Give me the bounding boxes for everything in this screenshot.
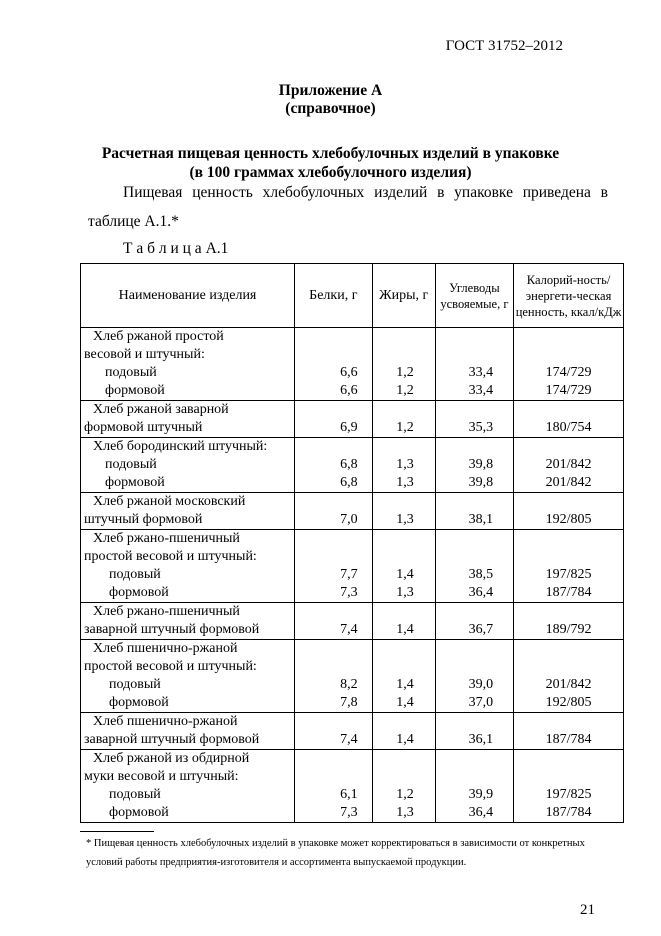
table-label: Т а б л и ц а А.1 <box>123 240 229 257</box>
table-row <box>81 401 624 438</box>
value: 174/729 <box>545 383 592 398</box>
value: 1,3 <box>396 457 414 472</box>
protein-cell <box>295 530 373 603</box>
energy-cell <box>514 401 624 438</box>
value: 38,1 <box>468 512 494 527</box>
value <box>436 401 513 419</box>
value <box>295 768 372 786</box>
page-number: 21 <box>580 902 595 918</box>
value <box>295 328 372 346</box>
value: 1,3 <box>396 512 414 527</box>
fat-cell <box>372 713 435 750</box>
table-row <box>81 603 624 640</box>
protein-cell <box>295 750 373 823</box>
value: 7,4 <box>340 732 358 747</box>
value <box>514 401 623 419</box>
value: 189/792 <box>545 622 592 637</box>
value <box>295 493 372 511</box>
value <box>436 750 513 768</box>
value <box>514 438 623 456</box>
value <box>373 713 435 731</box>
value: 7,7 <box>340 567 358 582</box>
value: 201/842 <box>545 457 592 472</box>
value: 7,4 <box>340 622 358 637</box>
value: 192/805 <box>545 512 592 527</box>
value: 7,8 <box>340 695 358 710</box>
product-name-line: формовой <box>109 585 169 600</box>
value <box>436 493 513 511</box>
product-name-line: формовой <box>105 475 165 490</box>
value <box>514 750 623 768</box>
header-fat: Жиры, г <box>372 264 435 328</box>
fat-cell <box>372 438 435 493</box>
product-name-line: Хлеб пшенично-ржаной <box>93 641 238 656</box>
value: 1,4 <box>396 695 414 710</box>
value <box>436 713 513 731</box>
value: 1,2 <box>396 383 414 398</box>
value: 1,4 <box>396 677 414 692</box>
value <box>436 548 513 566</box>
footnote-divider <box>80 831 154 832</box>
product-name-line: Хлеб ржаной заварной <box>93 402 229 417</box>
section-title: Расчетная пищевая ценность хлебобулочных изделий в упаковке <box>101 145 560 162</box>
carbs-cell <box>435 750 513 823</box>
value: 6,6 <box>340 365 358 380</box>
value <box>295 713 372 731</box>
product-name-line: Хлеб бородинский штучный: <box>93 439 268 454</box>
value <box>373 493 435 511</box>
section-subtitle: (в 100 граммах хлебобулочного изделия) <box>189 164 472 181</box>
protein-cell <box>295 401 373 438</box>
energy-cell <box>514 603 624 640</box>
carbs-cell <box>435 438 513 493</box>
fat-cell <box>372 603 435 640</box>
value: 7,0 <box>340 512 358 527</box>
value: 33,4 <box>468 383 494 398</box>
energy-cell <box>514 328 624 401</box>
standard-code: ГОСТ 31752–2012 <box>445 38 563 54</box>
carbs-cell <box>435 493 513 530</box>
product-name-line: Хлеб ржано-пшеничный <box>93 531 240 546</box>
value <box>514 713 623 731</box>
footnote-line1: * Пищевая ценность хлебобулочных изделий в упаковке может корректироваться в зависимости от конкретных <box>86 838 585 849</box>
product-name-line: Хлеб ржано-пшеничный <box>93 604 240 619</box>
footnote-line2: условий работы предприятия-изготовителя и ассортимента выпускаемой продукции. <box>86 857 467 868</box>
header-name: Наименование изделия <box>81 264 295 328</box>
table-row <box>81 640 624 713</box>
energy-cell <box>514 750 624 823</box>
product-name-cell <box>81 750 295 823</box>
product-name-line: штучный формовой <box>84 512 203 527</box>
value <box>295 750 372 768</box>
product-name-line: весовой и штучный: <box>84 347 205 362</box>
table-row <box>81 438 624 493</box>
value: 6,6 <box>340 383 358 398</box>
value <box>514 658 623 676</box>
value: 1,3 <box>396 475 414 490</box>
value <box>373 548 435 566</box>
energy-cell <box>514 640 624 713</box>
product-name-line: простой весовой и штучный: <box>84 659 257 674</box>
value <box>373 603 435 621</box>
appendix-subtitle: (справочное) <box>285 100 376 117</box>
energy-cell <box>514 530 624 603</box>
energy-cell <box>514 713 624 750</box>
value <box>295 401 372 419</box>
fat-cell <box>372 640 435 713</box>
value <box>436 328 513 346</box>
value <box>373 768 435 786</box>
product-name-line: формовой штучный <box>84 420 203 435</box>
value: 36,4 <box>468 585 494 600</box>
value: 1,4 <box>396 567 414 582</box>
value <box>514 530 623 548</box>
value <box>436 658 513 676</box>
value <box>514 640 623 658</box>
value: 187/784 <box>545 585 592 600</box>
value: 6,8 <box>340 475 358 490</box>
value: 1,4 <box>396 622 414 637</box>
value <box>436 768 513 786</box>
value: 1,2 <box>396 420 414 435</box>
value: 35,3 <box>468 420 494 435</box>
nutrition-table <box>80 263 624 823</box>
product-name-line: Хлеб ржаной простой <box>93 329 224 344</box>
header-energy: Калорий-ность/ энергети-ческая ценность, ккал/кДж <box>514 264 624 328</box>
carbs-cell <box>435 640 513 713</box>
value: 8,2 <box>340 677 358 692</box>
table-row <box>81 493 624 530</box>
value <box>373 640 435 658</box>
value <box>514 548 623 566</box>
protein-cell <box>295 713 373 750</box>
product-name-line: Хлеб ржаной из обдирной <box>93 751 250 766</box>
product-name-line: подовый <box>109 567 161 582</box>
intro-paragraph-line1: Пищевая ценность хлебобулочных изделий в упаковке приведена в <box>123 184 608 201</box>
product-name-line: формовой <box>105 383 165 398</box>
value: 192/805 <box>545 695 592 710</box>
protein-cell <box>295 603 373 640</box>
table-row <box>81 328 624 401</box>
product-name-line: заварной штучный формовой <box>84 732 260 747</box>
value <box>295 530 372 548</box>
value <box>295 438 372 456</box>
value <box>514 346 623 364</box>
product-name-cell <box>81 401 295 438</box>
table-row <box>81 530 624 603</box>
value <box>373 438 435 456</box>
value: 39,8 <box>468 475 494 490</box>
protein-cell <box>295 493 373 530</box>
protein-cell <box>295 640 373 713</box>
intro-paragraph-line2: таблице А.1.* <box>88 213 179 230</box>
product-name-line: муки весовой и штучный: <box>84 769 239 784</box>
appendix-title: Приложение А <box>278 82 383 99</box>
value: 201/842 <box>545 677 592 692</box>
value <box>514 603 623 621</box>
protein-cell <box>295 438 373 493</box>
value: 39,9 <box>468 787 494 802</box>
value <box>373 750 435 768</box>
product-name-cell <box>81 530 295 603</box>
value: 1,2 <box>396 365 414 380</box>
value: 6,8 <box>340 457 358 472</box>
value: 187/784 <box>545 805 592 820</box>
value: 36,4 <box>468 805 494 820</box>
value <box>295 603 372 621</box>
carbs-cell <box>435 530 513 603</box>
carbs-cell <box>435 603 513 640</box>
fat-cell <box>372 328 435 401</box>
energy-cell <box>514 493 624 530</box>
value: 37,0 <box>468 695 494 710</box>
value <box>295 548 372 566</box>
value <box>436 603 513 621</box>
carbs-cell <box>435 328 513 401</box>
value: 1,4 <box>396 732 414 747</box>
value <box>436 438 513 456</box>
header-carbs: Углеводы усвояемые, г <box>435 264 513 328</box>
product-name-line: Хлеб ржаной московский <box>93 494 246 509</box>
product-name-cell <box>81 438 295 493</box>
value <box>436 640 513 658</box>
value <box>436 346 513 364</box>
product-name-cell <box>81 603 295 640</box>
value: 36,7 <box>468 622 494 637</box>
value: 36,1 <box>468 732 494 747</box>
value: 1,3 <box>396 805 414 820</box>
value <box>295 640 372 658</box>
fat-cell <box>372 401 435 438</box>
product-name-line: подовый <box>105 457 157 472</box>
product-name-line: подовый <box>109 677 161 692</box>
value: 6,1 <box>340 787 358 802</box>
product-name-line: простой весовой и штучный: <box>84 549 257 564</box>
value <box>373 401 435 419</box>
product-name-cell <box>81 640 295 713</box>
fat-cell <box>372 493 435 530</box>
energy-cell <box>514 438 624 493</box>
table-header-row <box>81 264 624 328</box>
product-name-line: заварной штучный формовой <box>84 622 260 637</box>
carbs-cell <box>435 401 513 438</box>
fat-cell <box>372 750 435 823</box>
value <box>373 530 435 548</box>
value: 39,0 <box>468 677 494 692</box>
value: 180/754 <box>545 420 592 435</box>
value <box>373 346 435 364</box>
value: 174/729 <box>545 365 592 380</box>
product-name-line: подовый <box>105 365 157 380</box>
table-row <box>81 713 624 750</box>
carbs-cell <box>435 713 513 750</box>
value: 197/825 <box>545 567 592 582</box>
value: 201/842 <box>545 475 592 490</box>
value <box>436 530 513 548</box>
value: 1,3 <box>396 585 414 600</box>
value: 197/825 <box>545 787 592 802</box>
value <box>373 658 435 676</box>
product-name-line: Хлеб пшенично-ржаной <box>93 714 238 729</box>
value <box>295 658 372 676</box>
protein-cell <box>295 328 373 401</box>
value: 6,9 <box>340 420 358 435</box>
fat-cell <box>372 530 435 603</box>
product-name-line: формовой <box>109 695 169 710</box>
value: 7,3 <box>340 805 358 820</box>
product-name-cell <box>81 328 295 401</box>
product-name-line: формовой <box>109 805 169 820</box>
product-name-cell <box>81 713 295 750</box>
value <box>295 346 372 364</box>
value: 39,8 <box>468 457 494 472</box>
header-protein: Белки, г <box>295 264 373 328</box>
product-name-line: подовый <box>109 787 161 802</box>
value: 7,3 <box>340 585 358 600</box>
value <box>514 493 623 511</box>
value <box>373 328 435 346</box>
value: 187/784 <box>545 732 592 747</box>
table-row <box>81 750 624 823</box>
value: 33,4 <box>468 365 494 380</box>
product-name-cell <box>81 493 295 530</box>
value: 1,2 <box>396 787 414 802</box>
value: 38,5 <box>468 567 494 582</box>
value <box>514 768 623 786</box>
value <box>514 328 623 346</box>
